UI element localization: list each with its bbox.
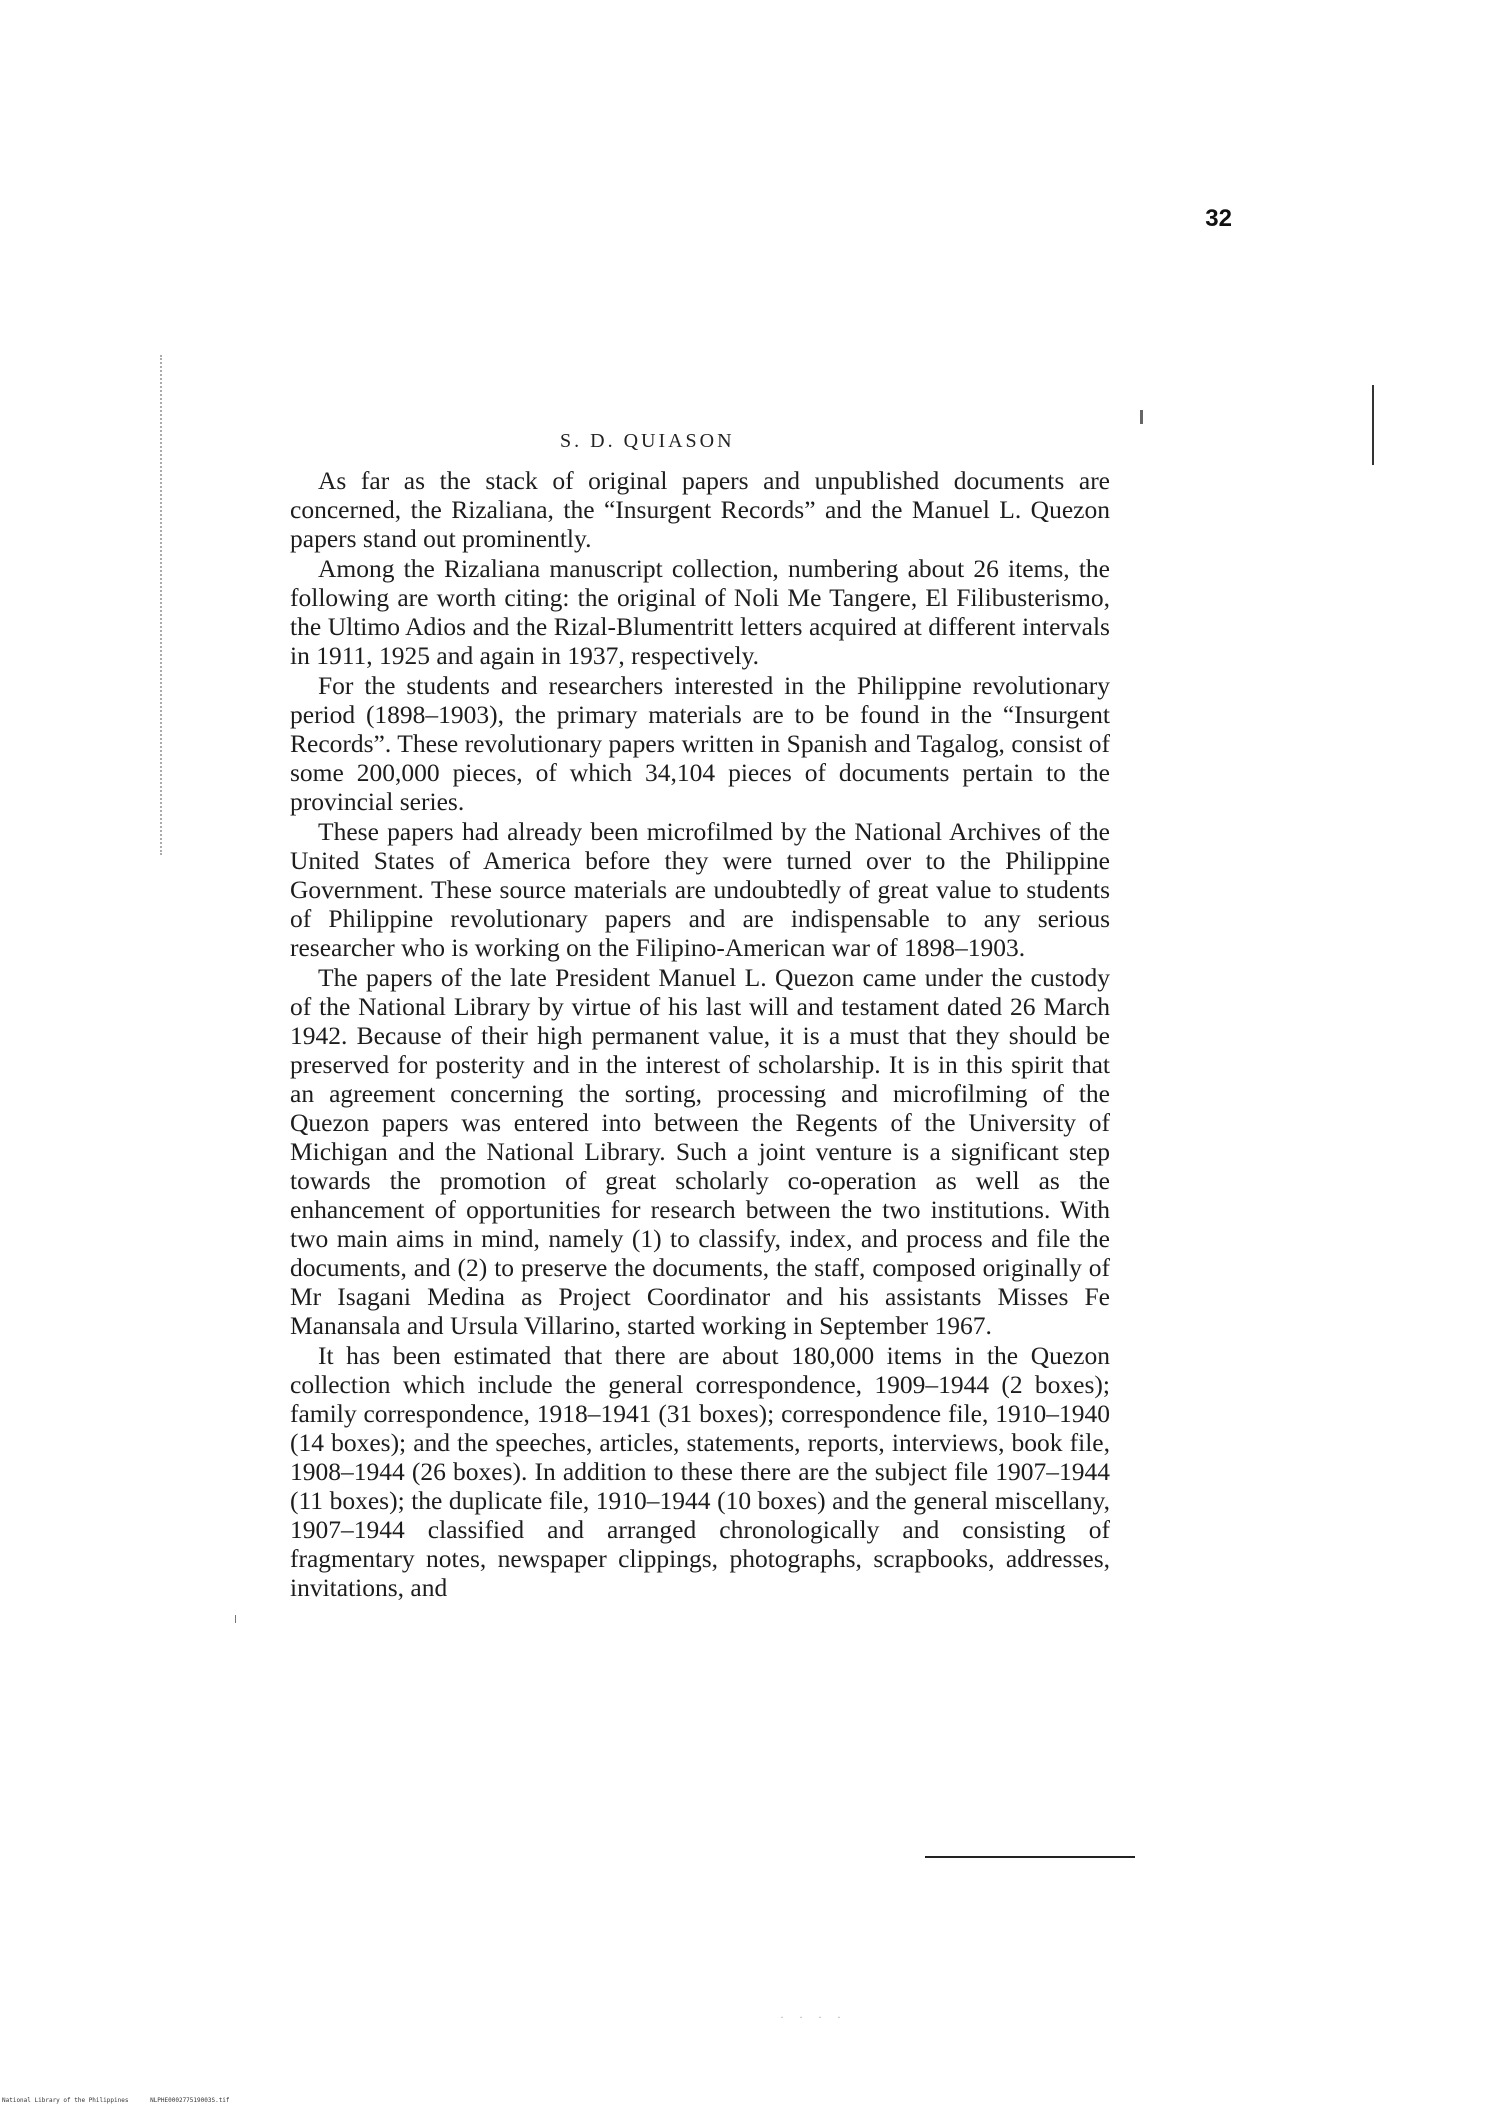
right-margin-bar (1372, 385, 1374, 465)
running-head: S. D. QUIASON (560, 430, 735, 452)
stray-mark (1140, 410, 1143, 424)
left-margin-marks (160, 355, 168, 855)
body-text (290, 466, 1110, 1602)
scan-footer-file-id: NLPHE000277519003S.tif (150, 2097, 230, 2104)
paragraph: Among the Rizaliana manuscript collection, numbering about 26 items, the following are worth citing: the original of Noli Me Tangere, El Filibusterismo, the Ultimo Adios and the Rizal-Blumentritt letters acquired at different intervals in 1911, 1925 and again in 1937, respectively. (290, 554, 1110, 670)
bottom-smudge: · · · · (780, 2010, 847, 2024)
scan-footer (2, 2097, 230, 2104)
paragraph: These papers had already been microfilmed by the National Archives of the United States of America before they were turned over to the Philippine Government. These source materials are undoubtedly of great value to students of Philippine revolutionary papers and are indispensable to any serious researcher who is working on the Filipino-American war of 1898–1903. (290, 817, 1110, 962)
paragraph: As far as the stack of original papers and unpublished documents are concerned, the Rizaliana, the “Insurgent Records” and the Manuel L. Quezon papers stand out prominently. (290, 466, 1110, 553)
scan-footer-library: National Library of the Philippines (2, 2097, 129, 2104)
paragraph: For the students and researchers interested in the Philippine revolutionary period (1898–1903), the primary materials are to be found in the “Insurgent Records”. These revolutionary papers written in Spanish and Tagalog, consist of some 200,000 pieces, of which 34,104 pieces of documents pertain to the provincial series. (290, 671, 1110, 816)
paragraph: The papers of the late President Manuel L. Quezon came under the custody of the National Library by virtue of his last will and testament dated 26 March 1942. Because of their high permanent value, it is a must that they should be preserved for posterity and in the interest of scholarship. It is in this spirit that an agreement concerning the sorting, processing and microfilming of the Quezon papers was entered into between the Regents of the University of Michigan and the National Library. Such a joint venture is a significant step towards the promotion of great scholarly co-operation as well as the enhancement of opportunities for research between the two institutions. With two main aims in mind, namely (1) to classify, index, and process and file the documents, and (2) to preserve the documents, the staff, composed originally of Mr Isagani Medina as Project Coordinator and his assistants Misses Fe Manansala and Ursula Villarino, started working in September 1967. (290, 963, 1110, 1340)
page-number: 32 (1205, 205, 1232, 232)
stray-mark (235, 1615, 241, 1623)
paragraph: It has been estimated that there are about 180,000 items in the Quezon collection which include the general correspondence, 1909–1944 (2 boxes); family correspondence, 1918–1941 (31 boxes); correspondence file, 1910–1940 (14 boxes); and the speeches, articles, statements, reports, interviews, book file, 1908–1944 (26 boxes). In addition to these there are the subject file 1907–1944 (11 boxes); the duplicate file, 1910–1944 (10 boxes) and the general miscellany, 1907–1944 classified and arranged chronologically and consisting of fragmentary notes, newspaper clippings, photographs, scrapbooks, addresses, invitations, and (290, 1341, 1110, 1602)
footnote-rule (925, 1856, 1135, 1858)
